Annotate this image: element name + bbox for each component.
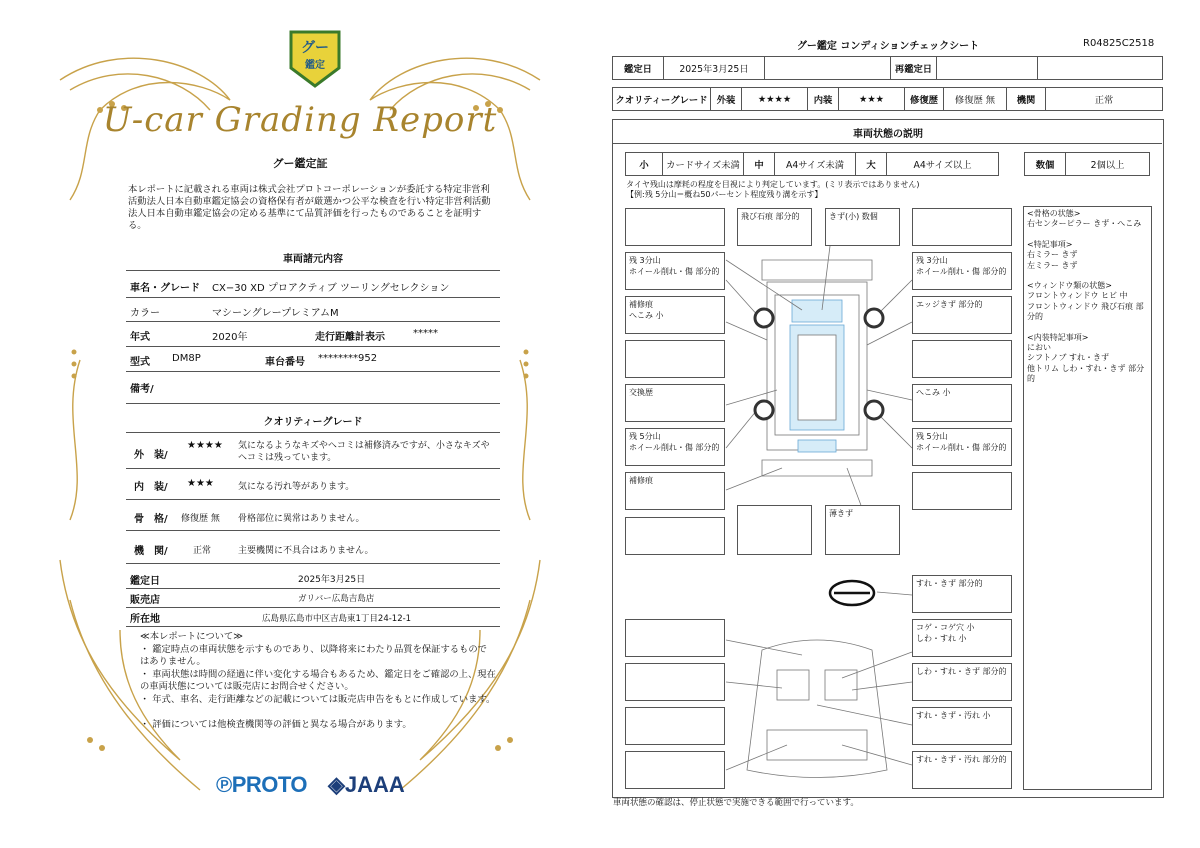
annotation-box-console: すれ・きず・汚れ 小: [912, 707, 1012, 745]
note-line: 左ミラー きず: [1027, 260, 1078, 270]
exterior-text: 気になるようなキズやヘコミは補修済みですが、小さなキズやヘコミは残っています。: [238, 441, 490, 463]
year-label: 年式: [130, 332, 150, 343]
engine-text: 主要機関に不具合はありません。: [238, 546, 374, 556]
divider: [126, 499, 500, 500]
sheet-title: グー鑑定 コンディションチェックシート: [796, 41, 980, 52]
annotation-box: [625, 517, 725, 555]
divider: [126, 270, 500, 271]
frame-text: 骨格部位に異常はありません。: [238, 514, 365, 524]
note-item: ・ 鑑定時点の車両状態を示すものであり、以降将来にわたり品質を保証するものではありません。: [140, 644, 487, 667]
annotation-box-front-seat: しわ・すれ・きず 部分的: [912, 663, 1012, 701]
condition-notes: [1027, 209, 1149, 385]
interior-stars: ★★★: [187, 478, 214, 489]
divider: [126, 371, 500, 372]
dealer-label: 販売店: [130, 595, 160, 606]
remarks-label: 備考/: [130, 384, 154, 395]
size-legend: [625, 152, 999, 176]
goo-kantei-badge-icon: [285, 28, 345, 90]
address-label: 所在地: [130, 614, 160, 625]
frame-value: 修復歴 無: [181, 514, 220, 524]
annotation-box-dashboard: コゲ・コゲ穴 小 しわ・すれ 小: [912, 619, 1012, 657]
sheet-footer: 車両状態の確認は、停止状態で実施できる範囲で行っています。: [613, 798, 859, 808]
date-value: 2025年3月25日: [664, 57, 765, 80]
interior-label: 内装: [808, 88, 839, 111]
annotation-box-steering: すれ・きず 部分的: [912, 575, 1012, 613]
count-label: 数個: [1025, 153, 1066, 176]
tire-example: 【例:残 5分山＝概ね50パーセント程度残り溝を示す】: [626, 190, 823, 199]
mileage-value: *****: [413, 328, 438, 339]
annotation-box-left-front: 補修痕 へこみ 小: [625, 296, 725, 334]
svg-text:グー: グー: [301, 40, 329, 56]
annotation-box: [912, 472, 1012, 510]
note-item: ・ 評価については他検査機関等の評価と異なる場合があります。: [140, 719, 412, 730]
divider: [126, 321, 500, 322]
count-value: 2個以上: [1066, 153, 1150, 176]
note-item: ・ 年式、車名、走行距離などの記載については販売店申告をもとに作成しています。: [140, 694, 496, 705]
mileage-label: 走行距離計表示: [315, 332, 385, 343]
annotation-box: [625, 707, 725, 745]
annotation-box: [625, 751, 725, 789]
certificate-intro: 本レポートに記載される車両は株式会社プロトコーポレーションが委託する特定非営利活動法人日本自動車鑑定協会の資格保有者が厳選かつ公平な検査を行い特定非営利活動法人日本自動車鑑定協会の定める基準にて品質評価を行ったものであることを証明する。: [128, 184, 491, 231]
note-line: <特記事項>: [1027, 239, 1073, 249]
redate-label: 再鑑定日: [891, 57, 937, 80]
svg-text:鑑定: 鑑定: [305, 60, 325, 71]
dealer-value: ガリバー広島吉島店: [298, 594, 375, 604]
address-value: 広島県広島市中区吉島東1丁目24-12-1: [262, 614, 412, 624]
year-value: 2020年: [212, 332, 248, 343]
color-label: カラー: [130, 308, 160, 319]
interior-stars: ★★★: [839, 88, 905, 111]
divider: [126, 297, 500, 298]
grade-label: クオリティーグレード: [613, 88, 711, 111]
chassis-value: ********952: [318, 353, 378, 364]
divider: [126, 563, 500, 564]
note-line: 右センターピラー きず・へこみ: [1027, 219, 1142, 229]
sheet-id: R04825C2518: [1083, 38, 1155, 49]
annotation-box: [912, 208, 1012, 246]
annotation-box-windshield: 飛び石痕 部分的: [737, 208, 812, 246]
exterior-stars: ★★★★: [742, 88, 808, 111]
interior-text: 気になる汚れ等があります。: [238, 482, 355, 492]
interior-label: 内 装/: [134, 482, 168, 493]
note-line: <ウィンドウ類の状態>: [1027, 281, 1112, 291]
divider: [126, 403, 500, 404]
note-line: [1027, 230, 1149, 240]
chassis-label: 車台番号: [265, 357, 305, 368]
date-table: [612, 56, 1163, 80]
engine-label: 機関: [1007, 88, 1046, 111]
date-label: 鑑定日: [130, 576, 160, 587]
annotation-box-right-middle: へこみ 小: [912, 384, 1012, 422]
date-label: 鑑定日: [613, 57, 664, 80]
grade-title: クオリティーグレード: [263, 417, 363, 428]
engine-value: 正常: [193, 546, 212, 556]
annotation-box-front-right-tire: 残 3分山 ホイール削れ・傷 部分的: [912, 252, 1012, 290]
model-value: DM8P: [172, 353, 201, 364]
annotation-box-left-middle: 交換歴: [625, 384, 725, 422]
annotation-box-rear-seat: すれ・きず・汚れ 部分的: [912, 751, 1012, 789]
engine-value: 正常: [1046, 88, 1163, 111]
size-small-desc: カードサイズ未満: [663, 153, 744, 176]
annotation-box: [912, 340, 1012, 378]
annotation-box-left-rear: 補修痕: [625, 472, 725, 510]
jaaa-logo: ◈JAAA: [328, 772, 405, 797]
notes-title: ≪本レポートについて≫: [140, 631, 243, 642]
repair-value: 修復歴 無: [944, 88, 1007, 111]
annotation-box: [625, 663, 725, 701]
specs-title: 車両諸元内容: [283, 254, 343, 265]
annotation-box: [625, 340, 725, 378]
certificate-title: グー鑑定証: [272, 157, 328, 170]
count-legend: [1024, 152, 1150, 176]
divider: [126, 468, 500, 469]
repair-label: 修復歴: [905, 88, 944, 111]
note-line: <骨格の状態>: [1027, 209, 1081, 218]
divider: [126, 432, 500, 433]
annotation-box-rear-right-tire: 残 5分山 ホイール削れ・傷 部分的: [912, 428, 1012, 466]
exterior-label: 外 装/: [134, 450, 168, 461]
note-line: [1027, 323, 1149, 333]
note-line: シフトノブ すれ・きず: [1027, 353, 1110, 363]
size-large: 大: [856, 153, 887, 176]
note-line: におい: [1027, 343, 1051, 353]
note-line: フロントウィンドウ ヒビ 中: [1027, 291, 1128, 301]
tire-note: タイヤ残山は摩耗の程度を目視により判定しています。(ミリ表示ではありません): [626, 180, 920, 189]
size-mid-desc: A4サイズ未満: [775, 153, 856, 176]
annotation-box: [625, 208, 725, 246]
note-line: 右ミラー きず: [1027, 250, 1078, 260]
note-line: 他トリム しわ・すれ・きず 部分的: [1027, 363, 1145, 384]
divider: [126, 626, 500, 627]
divider: [126, 530, 500, 531]
note-line: <内装特記事項>: [1027, 332, 1089, 342]
annotation-box-right-front: エッジきず 部分的: [912, 296, 1012, 334]
status-title: 車両状態の説明: [853, 129, 923, 140]
divider: [126, 607, 500, 608]
note-item: ・ 車両状態は時間の経過に伴い変化する場合もあるため、鑑定日をご確認の上、現在の車両状態については販売店にお問合せください。: [140, 669, 496, 692]
annotation-box-roof: きず(小) 数個: [825, 208, 900, 246]
color-value: マシーングレープレミアムM: [212, 308, 339, 319]
date-value: 2025年3月25日: [298, 575, 366, 585]
size-large-desc: A4サイズ以上: [887, 153, 999, 176]
size-small: 小: [626, 153, 663, 176]
proto-logo: ℗PROTO: [216, 772, 308, 797]
name-value: CX−30 XD プロアクティブ ツーリングセレクション: [212, 283, 450, 294]
note-line: フロントウィンドウ 飛び石痕 部分的: [1027, 301, 1144, 322]
frame-label: 骨 格/: [134, 514, 168, 525]
size-mid: 中: [744, 153, 775, 176]
exterior-stars: ★★★★: [187, 440, 223, 451]
name-label: 車名・グレード: [130, 283, 200, 294]
annotation-box-rear: 薄きず: [825, 505, 900, 555]
note-line: [1027, 271, 1149, 281]
grade-table: [612, 87, 1163, 111]
annotation-box: [625, 619, 725, 657]
engine-label: 機 関/: [134, 546, 168, 557]
annotation-box: [737, 505, 812, 555]
annotation-box-front-left-tire: 残 3分山 ホイール削れ・傷 部分的: [625, 252, 725, 290]
report-script-title: U-car Grading Report: [102, 100, 498, 140]
model-label: 型式: [130, 357, 150, 368]
exterior-label: 外装: [711, 88, 742, 111]
annotation-box-rear-left-tire: 残 5分山 ホイール削れ・傷 部分的: [625, 428, 725, 466]
divider: [126, 588, 500, 589]
divider: [126, 346, 500, 347]
